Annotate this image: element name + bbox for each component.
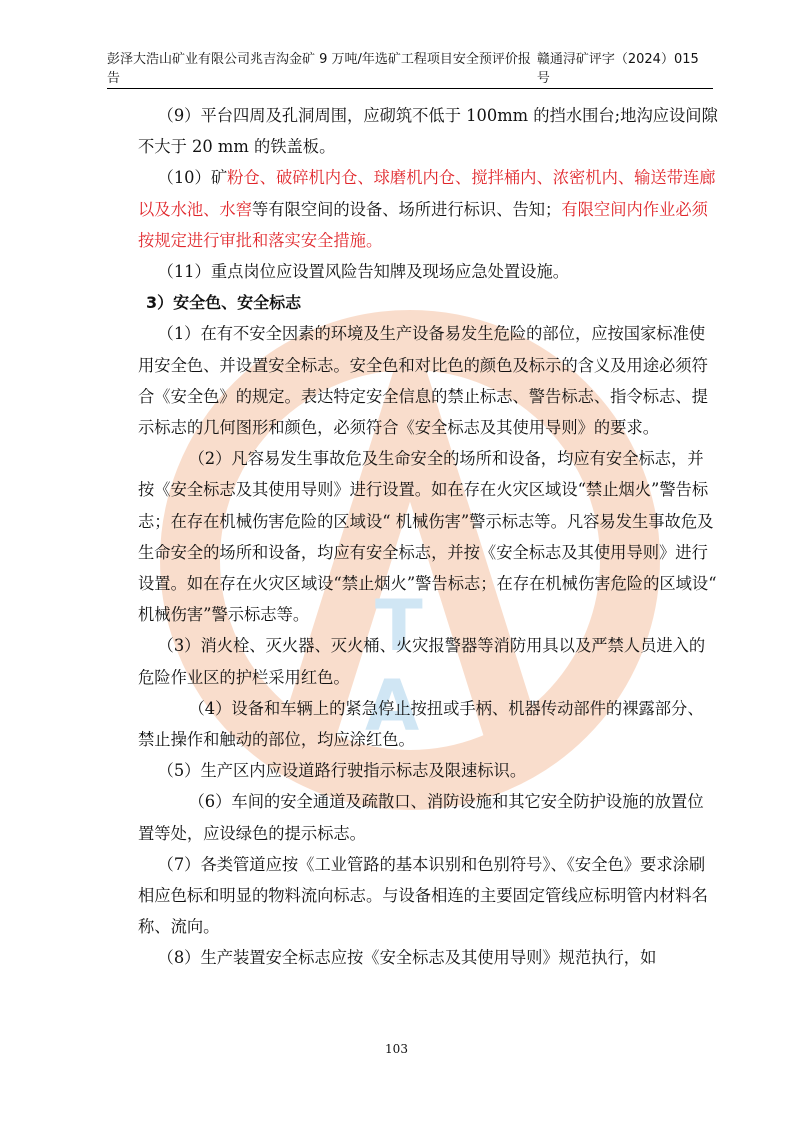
- paragraph-10-lead: （10）矿: [157, 168, 228, 188]
- header-report-number: 赣通浔矿评字（2024）015 号: [536, 52, 699, 86]
- page-body: [138, 100, 718, 974]
- safety-item-3: （3）消火栓、灭火器、灭火桶、火灾报警器等消防用具以及严禁人员进入的危险作业区的护栏采用红色。: [138, 636, 706, 687]
- paragraph-10: [138, 162, 718, 256]
- safety-item-5: （5）生产区内应设道路行驶指示标志及限速标识。: [157, 761, 527, 781]
- watermark-letter-a: A: [365, 665, 420, 747]
- safety-item-7: （7）各类管道应按《工业管路的基本识别和色别符号》、《安全色》要求涂刷相应色标和明显的物料流向标志。与设备相连的主要固定管线应标明管内材料名称、流向。: [138, 854, 708, 937]
- safety-item-1: （1）在有不安全因素的环境及生产设备易发生危险的部位，应按国家标准使用安全色、并设置安全标志。安全色和对比色的颜色及标示的含义及用途必须符合《安全色》的规定。表达特定安全信息的禁止标志、警告标志、指令标志、提示标志的几何图形和颜色，必须符合《安全标志及其使用导则》的要求。: [138, 324, 708, 438]
- paragraph-9: （9）平台四周及孔洞周围，应砌筑不低于 100mm 的挡水围台;地沟应设间隙不大于 20 mm 的铁盖板。: [138, 106, 718, 157]
- section-heading: 3）安全色、安全标志: [146, 293, 302, 313]
- paragraph-11: （11）重点岗位应设置风险告知牌及现场应急处置设施。: [157, 262, 570, 282]
- safety-item-6: （6）车间的安全通道及疏散口、消防设施和其它安全防护设施的放置位置等处，应设绿色的提示标志。: [138, 792, 704, 843]
- paragraph-10-red-list: 粉仓、破碎机内仓、球磨机内仓、搅拌桶内、浓密机内、输送带连廊以及水池、水窖: [138, 168, 716, 219]
- watermark-letter-t: T: [375, 585, 423, 667]
- page-number: 103: [385, 1042, 408, 1056]
- page-header: [107, 52, 713, 89]
- safety-item-2: （2）凡容易发生事故危及生命安全的场所和设备，均应有安全标志，并按《安全标志及其使用导则》进行设置。如在存在火灾区域设“禁止烟火”警告标志；在存在机械伤害危险的区域设“ 机械伤害”警示标志等。凡容易发生事故危及生命安全的场所和设备，均应有安全标志，并按《安全标志及其使用导则》进行设置。如在存在火灾区域设“禁止烟火”警告标志；在存在机械伤害危险的区域设“ 机械伤害”警示标志等。: [138, 449, 717, 625]
- safety-item-8: （8）生产装置安全标志应按《安全标志及其使用导则》规范执行，如: [157, 948, 657, 968]
- paragraph-10-red-requirement: 有限空间内作业必须按规定进行审批和落实安全措施。: [138, 199, 708, 250]
- paragraph-10-middle: 等有限空间的设备、场所进行标识、告知；: [251, 199, 562, 219]
- header-report-title: 彭泽大浩山矿业有限公司兆吉沟金矿 9 万吨/年选矿工程项目安全预评价报告: [107, 52, 531, 86]
- safety-item-4: （4）设备和车辆上的紧急停止按扭或手柄、机器传动部件的裸露部分、禁止操作和触动的部位，均应涂红色。: [138, 698, 704, 750]
